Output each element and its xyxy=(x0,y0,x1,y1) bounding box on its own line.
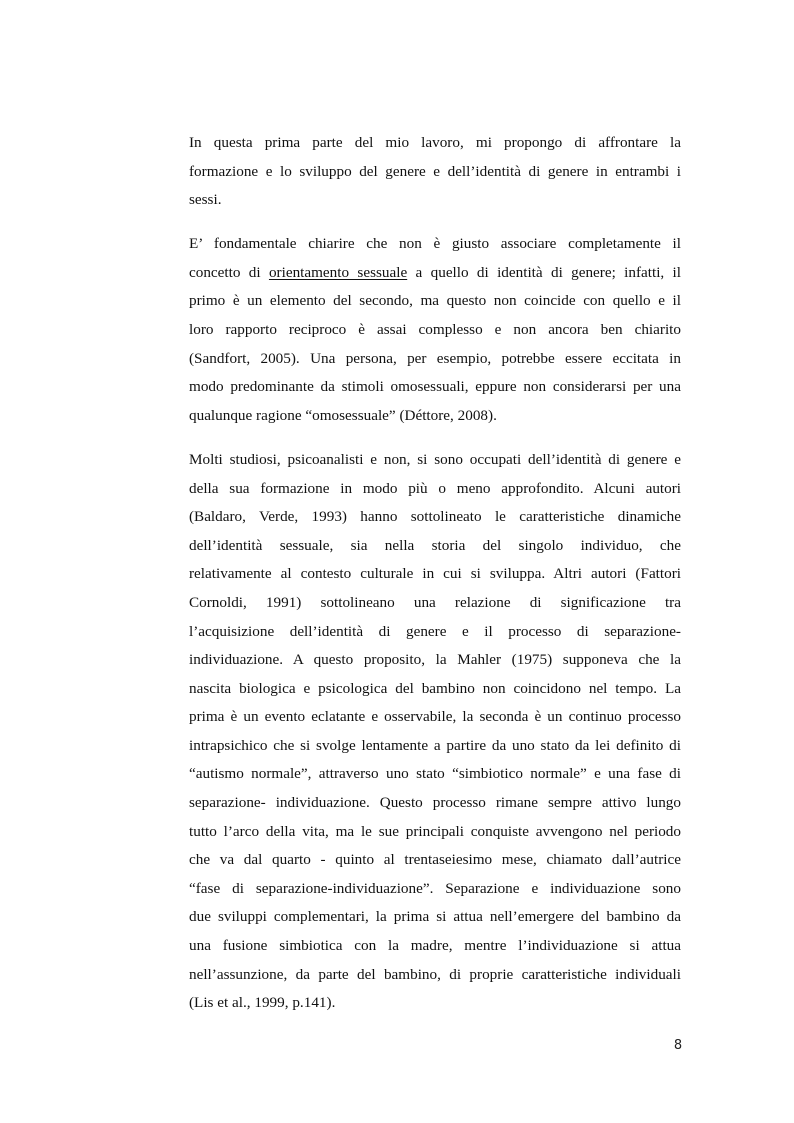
text-segment: a quello di identità di genere; infatti, il xyxy=(407,263,682,281)
text-line: “fase di separazione-individuazione”. Separazione e individuazione sono xyxy=(189,879,681,897)
text-line: l’acquisizione dell’identità di genere e il processo di separazione- xyxy=(189,622,681,640)
text-line: Molti studiosi, psicoanalisti e non, si sono occupati dell’identità di genere e xyxy=(189,450,681,468)
text-line: sessi. xyxy=(189,191,222,209)
text-line xyxy=(189,259,681,288)
text-line: individuazione. A questo proposito, la Mahler (1975) supponeva che la xyxy=(189,651,681,669)
text-line: nell’assunzione, da parte del bambino, di proprie caratteristiche individuali xyxy=(189,965,681,983)
text-line: E’ fondamentale chiarire che non è giusto associare completamente il xyxy=(189,235,681,253)
text-line: modo predominante da stimoli omosessuali, eppure non considerarsi per una xyxy=(189,378,681,396)
text-line: “autismo normale”, attraverso uno stato “simbiotico normale” e una fase di xyxy=(189,765,681,783)
text-line: formazione e lo sviluppo del genere e dell’identità di genere in entrambi i xyxy=(189,162,681,180)
body-text xyxy=(189,129,681,1033)
text-line: separazione- individuazione. Questo processo rimane sempre attivo lungo xyxy=(189,794,681,812)
text-line: tutto l’arco della vita, ma le sue principali conquiste avvengono nel periodo xyxy=(189,822,681,840)
paragraph-1 xyxy=(189,129,681,215)
text-line: prima è un evento eclatante e osservabile, la seconda è un continuo processo xyxy=(189,708,681,726)
text-line: (Sandfort, 2005). Una persona, per esempio, potrebbe essere eccitata in xyxy=(189,349,681,367)
text-line: loro rapporto reciproco è assai complesso e non ancora ben chiarito xyxy=(189,321,681,339)
underlined-term: orientamento sessuale xyxy=(268,263,408,281)
text-line: qualunque ragione “omosessuale” (Déttore, 2008). xyxy=(189,406,497,424)
text-line: relativamente al contesto culturale in cui si sviluppa. Altri autori (Fattori xyxy=(189,565,681,583)
text-line: che va dal quarto - quinto al trentaseiesimo mese, chiamato dall’autrice xyxy=(189,851,681,869)
text-segment: concetto di xyxy=(189,263,269,281)
text-line: della sua formazione in modo più o meno approfondito. Alcuni autori xyxy=(189,479,681,497)
text-line: una fusione simbiotica con la madre, mentre l’individuazione si attua xyxy=(189,937,681,955)
text-line: In questa prima parte del mio lavoro, mi propongo di affrontare la xyxy=(189,134,681,151)
text-line: (Baldaro, Verde, 1993) hanno sottolineato le caratteristiche dinamiche xyxy=(189,508,681,526)
text-line: (Lis et al., 1999, p.141). xyxy=(189,994,336,1012)
paragraph-2 xyxy=(189,230,681,430)
text-line: Cornoldi, 1991) sottolineano una relazione di significazione tra xyxy=(189,593,681,611)
text-line: primo è un elemento del secondo, ma questo non coincide con quello e il xyxy=(189,292,681,310)
paragraph-3 xyxy=(189,446,681,1018)
text-line: nascita biologica e psicologica del bambino non coincidono nel tempo. La xyxy=(189,679,681,697)
text-line: due sviluppi complementari, la prima si attua nell’emergere del bambino da xyxy=(189,908,681,926)
text-line: dell’identità sessuale, sia nella storia del singolo individuo, che xyxy=(189,536,681,554)
page-number: 8 xyxy=(673,1038,683,1053)
text-line: intrapsichico che si svolge lentamente a partire da uno stato da lei definito di xyxy=(189,736,681,754)
